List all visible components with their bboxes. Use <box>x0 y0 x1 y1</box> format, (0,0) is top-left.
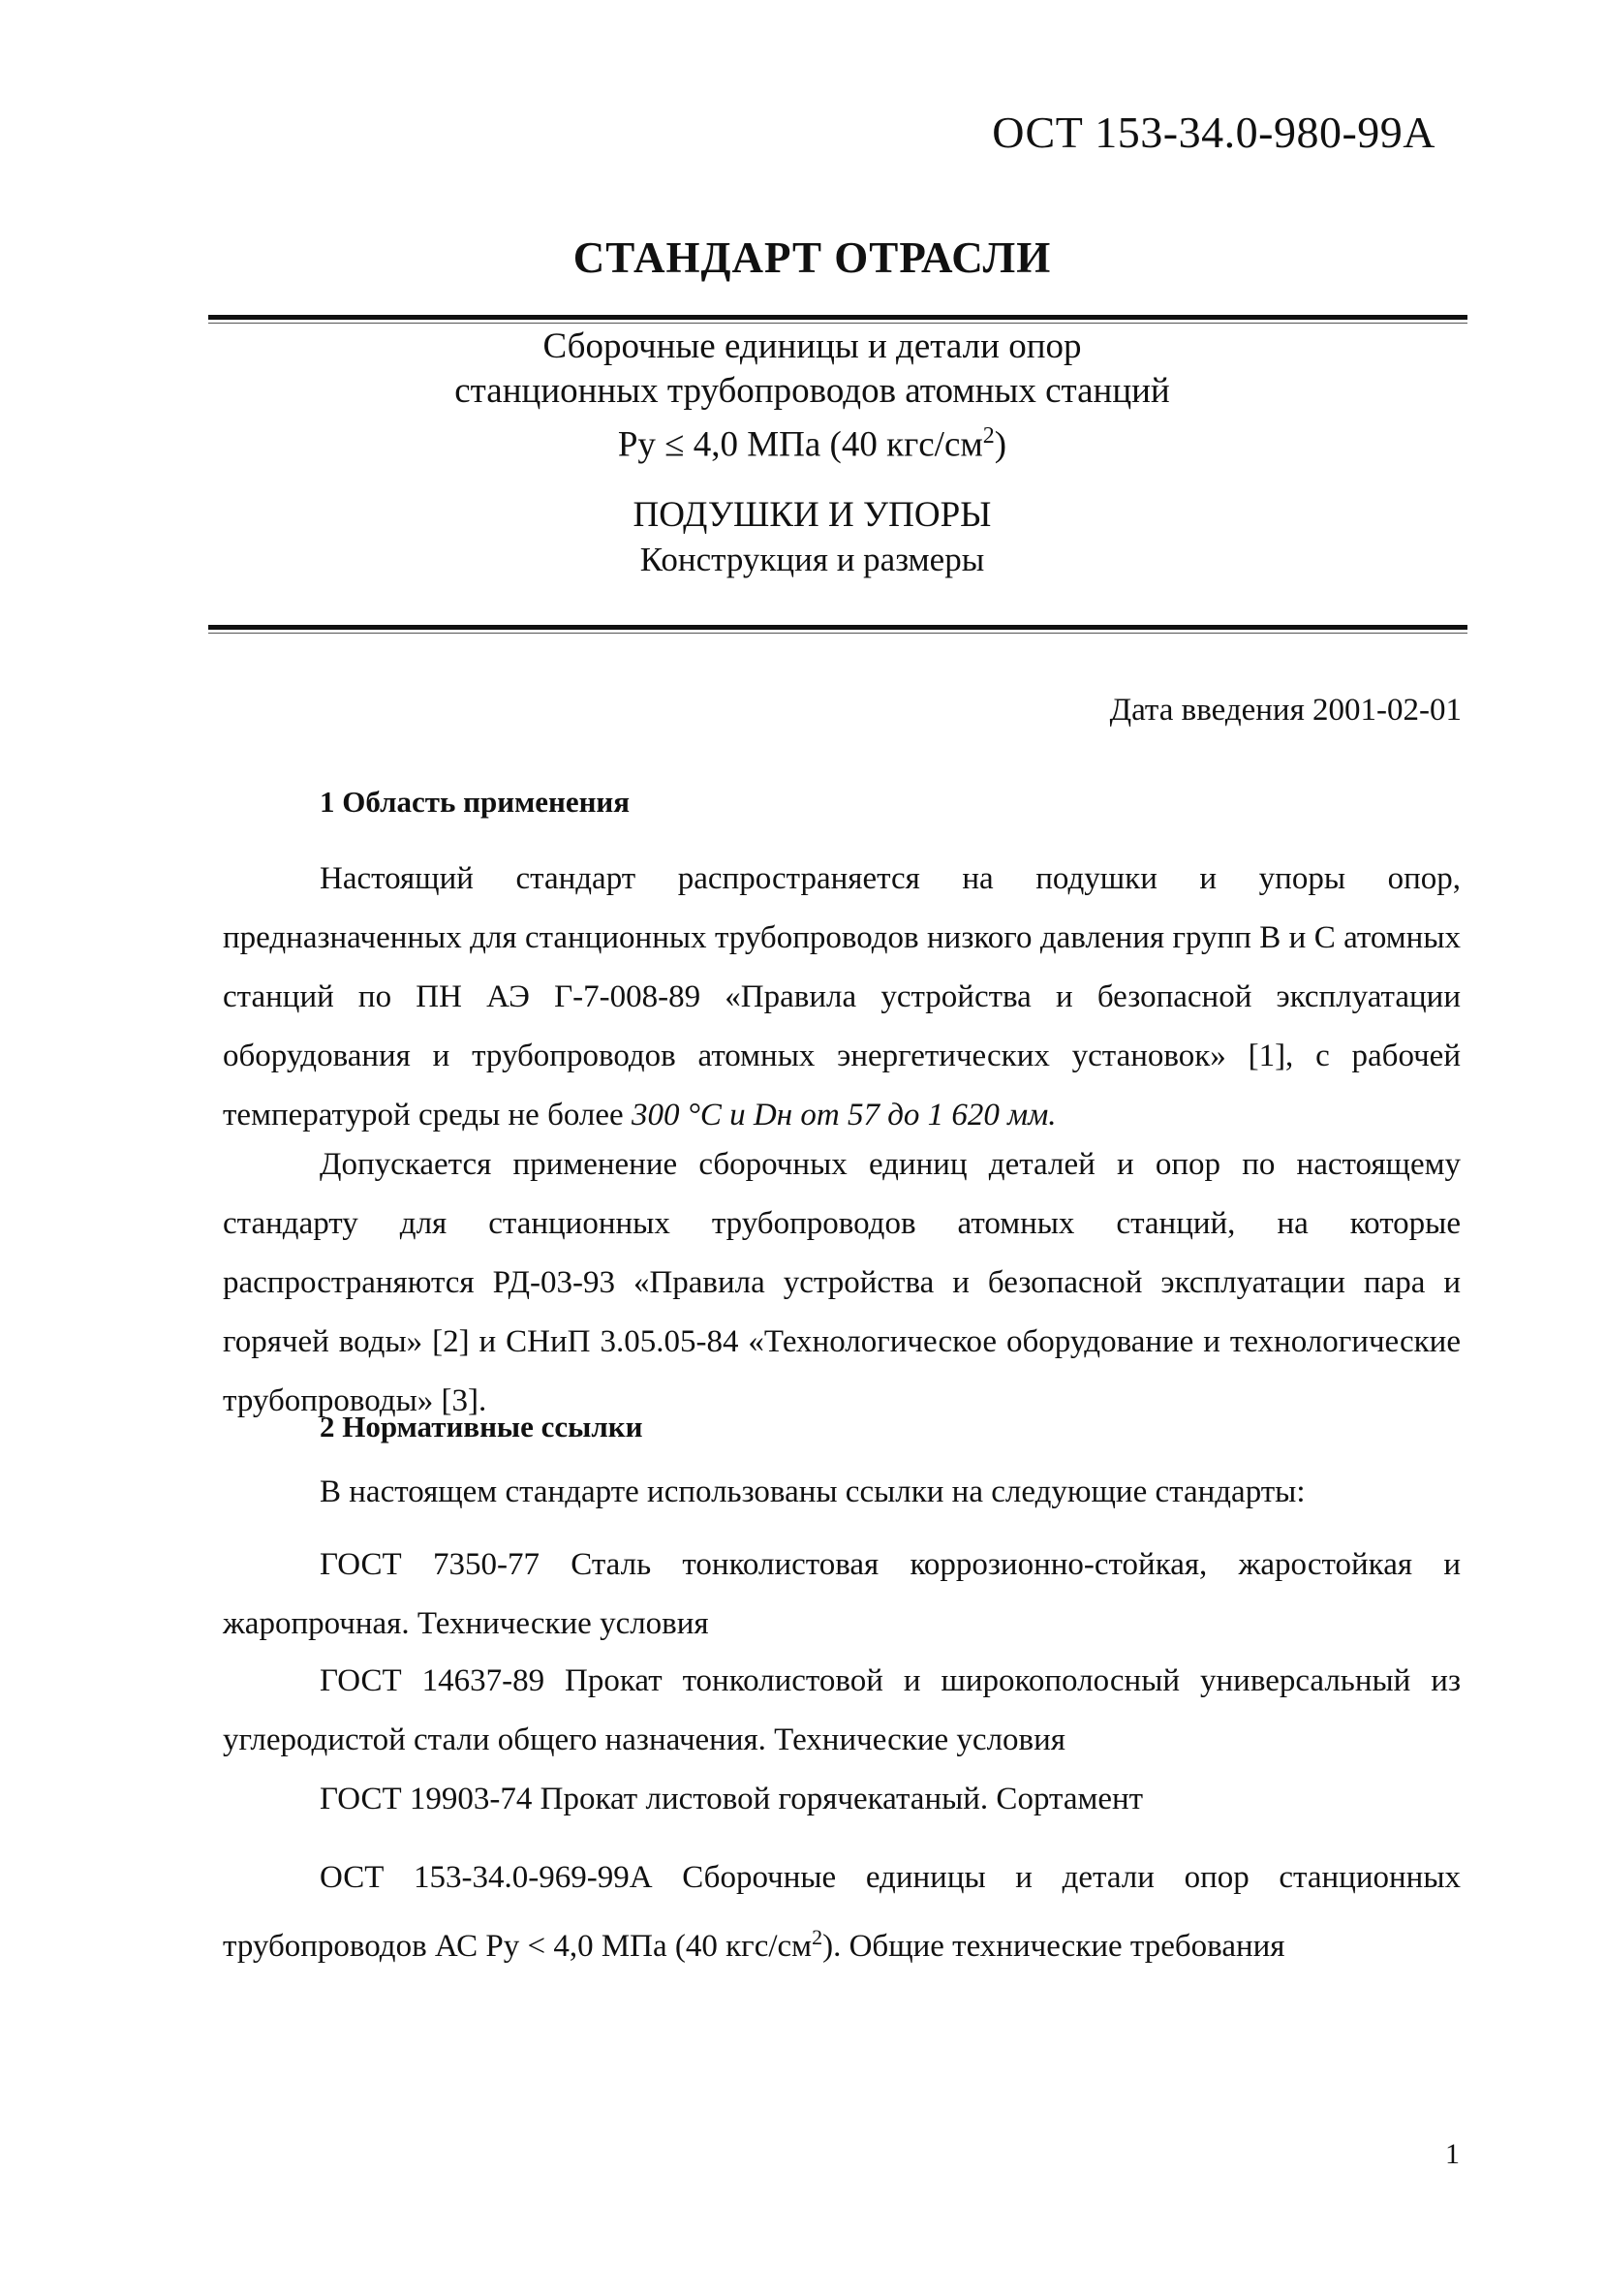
page-title: СТАНДАРТ ОТРАСЛИ <box>572 233 1052 282</box>
subtitle-pressure-text: Ру ≤ 4,0 МПа (40 кгс/см <box>617 424 983 465</box>
introduction-date: Дата введения 2001-02-01 <box>1109 693 1462 728</box>
section-heading-scope: 1 Область применения <box>320 785 631 819</box>
subtitle-closing: ) <box>994 424 1007 465</box>
reference-item: ГОСТ 14637-89 Прокат тонколистовой и широкополосный универсальный из углеродистой стали общего назначения. Технические условия <box>223 1663 1461 1757</box>
document-subject-subtitle: Конструкция и размеры <box>639 541 985 578</box>
subtitle-superscript: 2 <box>982 423 995 449</box>
scope-paragraph-2: Допускается применение сборочных единиц деталей и опор по настоящему стандарту для станционных трубопроводов атомных станций, на которые распространяются РД-03-93 «Правила устройства и безопасной эксплуатации пара и горячей воды» [2] и СНиП 3.05.05-84 «Технологическое оборудование и технологические трубопроводы» [3]. <box>223 1147 1461 1418</box>
scope-paragraph-1-text: Настоящий стандарт распространяется на подушки и упоры опор, предназначенных для станционных трубопроводов низкого давления групп В и С атомных станций по ПН АЭ Г-7-008-89 «Правила устройства и безопасной эксплуатации оборудования и трубопроводов атомных энергетических установок» [1], с рабочей температурой среды не более <box>223 861 1461 1132</box>
document-subject: ПОДУШКИ И УПОРЫ <box>633 495 992 535</box>
reference-superscript: 2 <box>812 1925 823 1949</box>
reference-item-closing: ). Общие технические требования <box>822 1929 1285 1964</box>
reference-item: ГОСТ 19903-74 Прокат листовой горячекатаный. Сортамент <box>320 1782 1144 1816</box>
subtitle-line-3 <box>0 414 1605 467</box>
page-number: 1 <box>1445 2138 1460 2170</box>
scope-paragraph-1-italic: 300 °С и Dн от 57 до 1 620 мм. <box>631 1098 1057 1132</box>
subtitle-line-1: Сборочные единицы и детали опор <box>542 326 1082 366</box>
scope-paragraph-1 <box>223 850 1461 1145</box>
subtitle-line-2: станционных трубопроводов атомных станций <box>454 371 1170 411</box>
reference-item <box>223 1848 1461 1976</box>
top-divider <box>208 315 1467 320</box>
references-intro: В настоящем стандарте использованы ссылки на следующие стандарты: <box>320 1474 1306 1509</box>
document-code: ОСТ 153-34.0-980-99А <box>992 108 1435 157</box>
section-heading-references: 2 Нормативные ссылки <box>320 1410 643 1443</box>
reference-item: ГОСТ 7350-77 Сталь тонколистовая коррозионно-стойкая, жаростойкая и жаропрочная. Технические условия <box>223 1547 1461 1641</box>
reference-item-text: ОСТ 153-34.0-969-99А Сборочные единицы и детали опор станционных трубопроводов АС Ру < 4,0 МПа (40 кгс/см <box>223 1860 1461 1964</box>
bottom-divider <box>208 625 1467 630</box>
